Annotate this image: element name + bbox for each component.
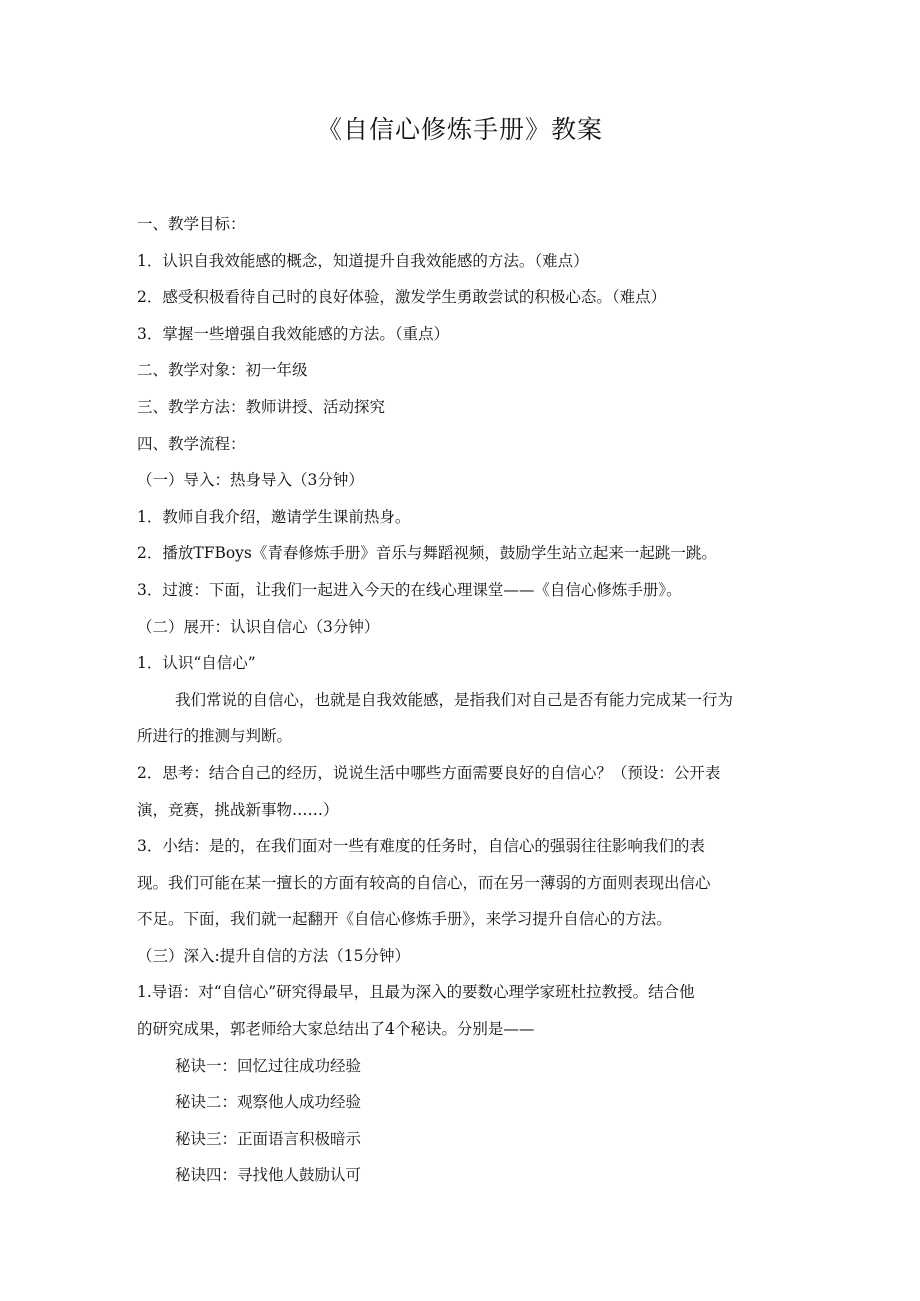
section-heading: 一、教学目标：: [137, 215, 246, 233]
step-item: 1.导语：对“自信心”研究得最早，且最为深入的要数心理学家班杜拉教授。结合他: [137, 983, 695, 1002]
section-heading: 二、教学对象：初一年级: [137, 361, 308, 380]
subsection-heading: （二）展开：认识自信心（3分钟）: [137, 617, 380, 636]
document-body: [137, 206, 792, 1194]
step-item: 1．认识“自信心”: [137, 654, 256, 673]
secret-item: 秘诀四：寻找他人鼓励认可: [175, 1166, 362, 1185]
paragraph-line: 的研究成果，郭老师给大家总结出了4个秘诀。分别是——: [137, 1020, 535, 1039]
paragraph-line: 现。我们可能在某一擅长的方面有较高的自信心，而在另一薄弱的方面则表现出信心: [137, 873, 711, 892]
section-heading: 四、教学流程：: [137, 434, 246, 453]
document-title: 《自信心修炼手册》教案: [316, 115, 603, 144]
step-item: 2．思考：结合自己的经历，说说生活中哪些方面需要良好的自信心？（预设：公开表: [137, 763, 721, 782]
step-item: 3．过渡：下面，让我们一起进入今天的在线心理课堂——《自信心修炼手册》。: [137, 580, 682, 599]
objective-item: 3．掌握一些增强自我效能感的方法。（重点）: [137, 324, 450, 343]
step-item: 1．教师自我介绍，邀请学生课前热身。: [137, 507, 411, 526]
objective-item: 1．认识自我效能感的概念，知道提升自我效能感的方法。（难点）: [137, 251, 589, 270]
secret-item: 秘诀三：正面语言积极暗示: [175, 1129, 362, 1148]
section-heading: 三、教学方法：教师讲授、活动探究: [137, 397, 386, 416]
paragraph-line: 演，竞赛，挑战新事物……）: [137, 800, 339, 819]
step-item: 3．小结：是的，在我们面对一些有难度的任务时，自信心的强弱往往影响我们的表: [137, 837, 705, 856]
paragraph-line: 不足。下面，我们就一起翻开《自信心修炼手册》，来学习提升自信心的方法。: [137, 910, 672, 929]
subsection-heading: （一）导入：热身导入（3分钟）: [137, 471, 364, 490]
paragraph-line: 所进行的推测与判断。: [137, 727, 293, 746]
paragraph-line: 我们常说的自信心，也就是自我效能感，是指我们对自己是否有能力完成某一行为: [175, 690, 734, 709]
step-item: 2．播放TFBoys《青春修炼手册》音乐与舞蹈视频，鼓励学生站立起来一起跳一跳。: [137, 544, 717, 563]
secret-item: 秘诀一：回忆过往成功经验: [175, 1056, 362, 1075]
secret-item: 秘诀二：观察他人成功经验: [175, 1093, 362, 1112]
objective-item: 2．感受积极看待自己时的良好体验，激发学生勇敢尝试的积极心态。（难点）: [137, 288, 667, 307]
subsection-heading: （三）深入:提升自信的方法（15分钟）: [137, 946, 410, 965]
